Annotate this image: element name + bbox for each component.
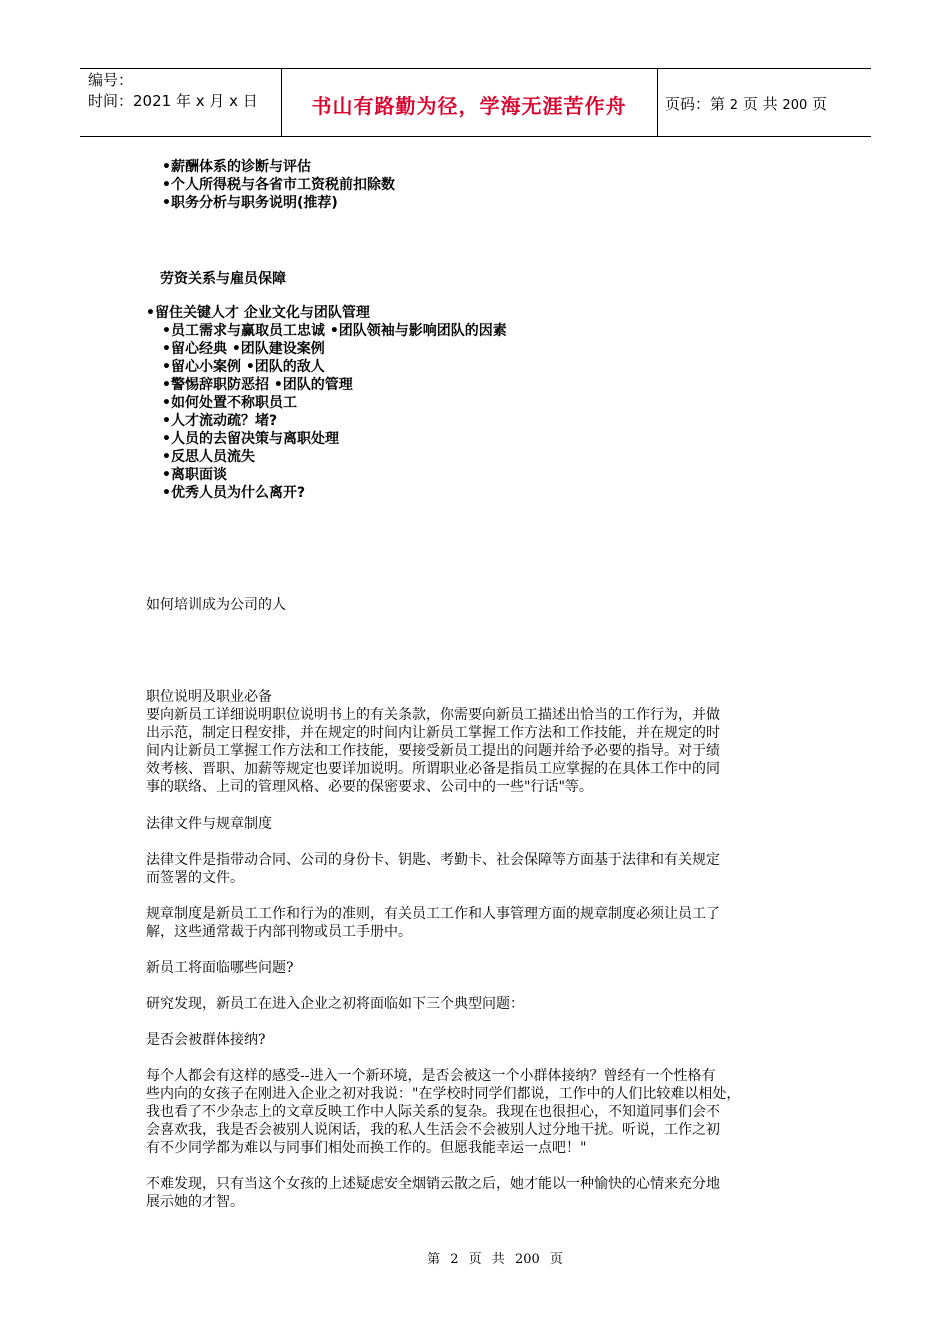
list-item: •警惕辞职防恶招 •团队的管理: [162, 377, 353, 393]
problem-heading: 新员工将面临哪些问题?: [146, 960, 294, 976]
list-item: •人才流动疏？堵?: [162, 413, 278, 429]
list-item: •员工需求与赢取员工忠诚 •团队领袖与影响团队的因素: [162, 323, 507, 339]
page-footer: [0, 1248, 950, 1267]
list-item: •留心小案例 •团队的敌人: [162, 359, 325, 375]
page-code-total: 200: [782, 98, 808, 113]
page-code-end: 页: [812, 95, 828, 113]
list-item: •留住关键人才 企业文化与团队管理: [146, 305, 370, 321]
footer-page-text: [427, 1248, 563, 1267]
paragraph-line: 事的联络、上司的管理风格、必要的保密要求、公司中的一些"行话"等。: [146, 779, 593, 795]
story-paragraph: [146, 1067, 740, 1157]
list-item: •人员的去留决策与离职处理: [162, 431, 339, 447]
code-label: 编号：: [88, 71, 134, 89]
page-code: [665, 93, 827, 114]
paragraph-line: 法律文件是指带动合同、公司的身份卡、钥匙、考勤卡、社会保障等方面基于法律和有关规定: [146, 852, 720, 868]
train-heading: 如何培训成为公司的人: [146, 597, 286, 613]
paragraph-line: 每个人都会有这样的感受--进入一个新环境，是否会被这一个小群体接纳？曾经有一个性格有: [146, 1068, 716, 1084]
paragraph-line: 展示她的才智。: [146, 1194, 244, 1210]
time-label: 时间：2021 年 x 月 x 日: [88, 92, 258, 110]
footer-total-pages: 200: [514, 1252, 540, 1267]
job-section: [146, 688, 720, 796]
paragraph-line: 而签署的文件。: [146, 870, 244, 886]
header-top-rule: [80, 68, 871, 69]
list-item: •留心经典 •团队建设案例: [162, 341, 325, 357]
rules-paragraph: [146, 905, 720, 941]
paragraph-line: 我也看了不少杂志上的文章反映工作中人际关系的复杂。我现在也很担心，不知道同事们会不: [146, 1104, 720, 1120]
header-divider-2: [657, 68, 658, 136]
list-item: •离职面谈: [162, 467, 227, 483]
paragraph-line: 些内向的女孩子在刚进入企业之初对我说："在学校时同学们都说，工作中的人们比较难以相处，: [146, 1086, 741, 1102]
section-title: 劳资关系与雇员保障: [160, 271, 286, 287]
paragraph-line: 要向新员工详细说明职位说明书上的有关条款，你需要向新员工描述出恰当的工作行为，并做: [146, 707, 720, 723]
paragraph-line: 解，这些通常裁于内部刊物或员工手册中。: [146, 924, 412, 940]
conclusion-paragraph: [146, 1175, 720, 1211]
law-paragraph: [146, 851, 720, 887]
list-item: •反思人员流失: [162, 449, 255, 465]
list-item: •个人所得税与各省市工资税前扣除数: [162, 177, 395, 193]
paragraph-line: 出示范，制定日程安排，并在规定的时间内让新员工掌握工作方法和工作技能，并在规定的时: [146, 725, 720, 741]
footer-mid: 页 共: [468, 1252, 505, 1267]
list-item: •薪酬体系的诊断与评估: [162, 159, 311, 175]
page-code-mid: 页 共: [742, 95, 778, 113]
motto: 书山有路勤为径，学海无涯苦作舟: [311, 94, 627, 118]
page-code-number: 2: [729, 98, 739, 113]
paragraph-line: 有不少同学都为难以与同事们相处而换工作的。但愿我能幸运一点吧！": [146, 1140, 587, 1156]
header-bottom-rule: [80, 136, 871, 137]
salary-topic-list: [162, 158, 395, 212]
list-item: •优秀人员为什么离开?: [162, 485, 306, 501]
paragraph-line: 不难发现，只有当这个女孩的上述疑虑安全烟销云散之后，她才能以一种愉快的心情来充分地: [146, 1176, 720, 1192]
header-meta: [88, 70, 258, 112]
paragraph-line: 会喜欢我，我是否会被别人说闲话，我的私人生活会不会被别人过分地干扰。听说，工作之初: [146, 1122, 720, 1138]
list-item: •职务分析与职务说明(推荐): [162, 195, 338, 211]
footer-prefix: 第: [427, 1252, 441, 1267]
retention-topic-list: [146, 304, 507, 502]
footer-suffix: 页: [549, 1252, 563, 1267]
footer-page-number: 2: [450, 1252, 459, 1267]
page-code-label: 页码：第: [665, 95, 726, 113]
paragraph-line: 间内让新员工掌握工作方法和工作技能，要接受新员工提出的问题并给予必要的指导。对于绩: [146, 743, 720, 759]
research-paragraph: 研究发现，新员工在进入企业之初将面临如下三个典型问题：: [146, 996, 524, 1012]
accept-heading: 是否会被群体接纳?: [146, 1032, 266, 1048]
law-heading: 法律文件与规章制度: [146, 816, 272, 832]
paragraph-line: 效考核、晋职、加薪等规定也要详加说明。所谓职业必备是指员工应掌握的在具体工作中的同: [146, 761, 720, 777]
paragraph-line: 规章制度是新员工工作和行为的准则，有关员工工作和人事管理方面的规章制度必须让员工了: [146, 906, 720, 922]
job-heading: 职位说明及职业必备: [146, 689, 272, 705]
list-item: •如何处置不称职员工: [162, 395, 297, 411]
